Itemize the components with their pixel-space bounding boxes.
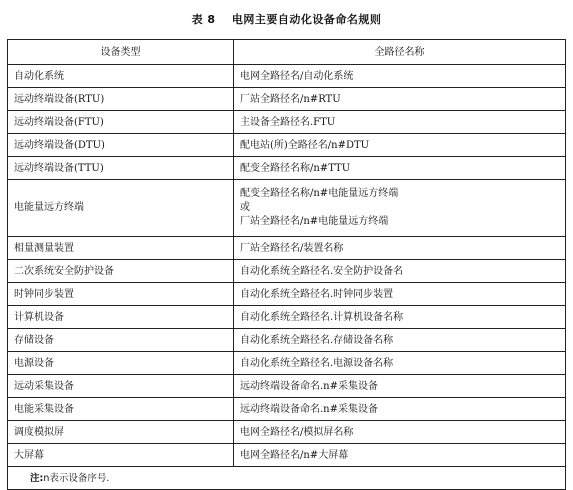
full-path-name-cell: 主设备全路径名.FTU [234,111,566,134]
device-type-cell: 相量测量装置 [8,237,234,260]
device-type-cell: 电源设备 [8,352,234,375]
table-row [8,65,566,88]
device-type-cell: 时钟同步装置 [8,283,234,306]
device-type-cell: 计算机设备 [8,306,234,329]
table-row [8,134,566,157]
device-type-cell: 存储设备 [8,329,234,352]
table-title-text: 电网主要自动化设备命名规则 [231,13,382,26]
table-row [8,88,566,111]
table-header-row [8,40,566,65]
note-label: 注: [30,472,44,484]
full-path-name-cell: 远动终端设备命名.n#采集设备 [234,375,566,398]
table-row [8,157,566,180]
full-path-name-cell: 配变全路径名称/n#TTU [234,157,566,180]
full-path-name-line: 配变全路径名称/n#电能量远方终端 [240,188,399,199]
naming-rules-table [7,39,566,490]
full-path-name-cell: 配电站(所)全路径名/n#DTU [234,134,566,157]
device-type-cell: 远动终端设备(FTU) [8,111,234,134]
full-path-name-cell: 自动化系统全路径名.时钟同步装置 [234,283,566,306]
table-note [8,467,566,490]
full-path-name-cell: 厂站全路径名/装置名称 [234,237,566,260]
device-type-cell: 大屏幕 [8,444,234,467]
table-title [0,11,573,27]
table-number: 表 8 [191,13,216,26]
table-row [8,398,566,421]
device-type-cell: 远动终端设备(RTU) [8,88,234,111]
full-path-name-cell: 电网全路径名/n#大屏幕 [234,444,566,467]
device-type-cell: 电能量远方终端 [8,180,234,237]
full-path-name-cell: 自动化系统全路径名.安全防护设备名 [234,260,566,283]
full-path-name-cell: 电网全路径名/模拟屏名称 [234,421,566,444]
full-path-name-cell: 自动化系统全路径名.存储设备名称 [234,329,566,352]
device-type-cell: 远动采集设备 [8,375,234,398]
table-row [8,352,566,375]
table-row [8,329,566,352]
table-row [8,237,566,260]
table-row [8,421,566,444]
full-path-name-cell: 厂站全路径名/n#RTU [234,88,566,111]
header-full-path-name: 全路径名称 [234,40,566,65]
device-type-cell: 电能采集设备 [8,398,234,421]
device-type-cell: 远动终端设备(DTU) [8,134,234,157]
full-path-name-cell: 自动化系统全路径名.计算机设备名称 [234,306,566,329]
table-row [8,444,566,467]
device-type-cell: 二次系统安全防护设备 [8,260,234,283]
table-row [8,111,566,134]
device-type-cell: 调度模拟屏 [8,421,234,444]
table-row [8,375,566,398]
table-row [8,283,566,306]
header-device-type: 设备类型 [8,40,234,65]
note-text: n表示设备序号. [43,472,110,484]
full-path-name-cell: 电网全路径名/自动化系统 [234,65,566,88]
table-row [8,180,566,237]
full-path-name-line: 或 [240,202,250,213]
table-body [8,65,566,467]
full-path-name-cell: 远动终端设备命名.n#采集设备 [234,398,566,421]
note-row [8,467,566,490]
full-path-name-cell: 自动化系统全路径名.电源设备名称 [234,352,566,375]
device-type-cell: 自动化系统 [8,65,234,88]
full-path-name-line: 厂站全路径名/n#电能量远方终端 [240,216,389,227]
device-type-cell: 远动终端设备(TTU) [8,157,234,180]
table-row [8,306,566,329]
full-path-name-cell [234,180,566,237]
table-row [8,260,566,283]
